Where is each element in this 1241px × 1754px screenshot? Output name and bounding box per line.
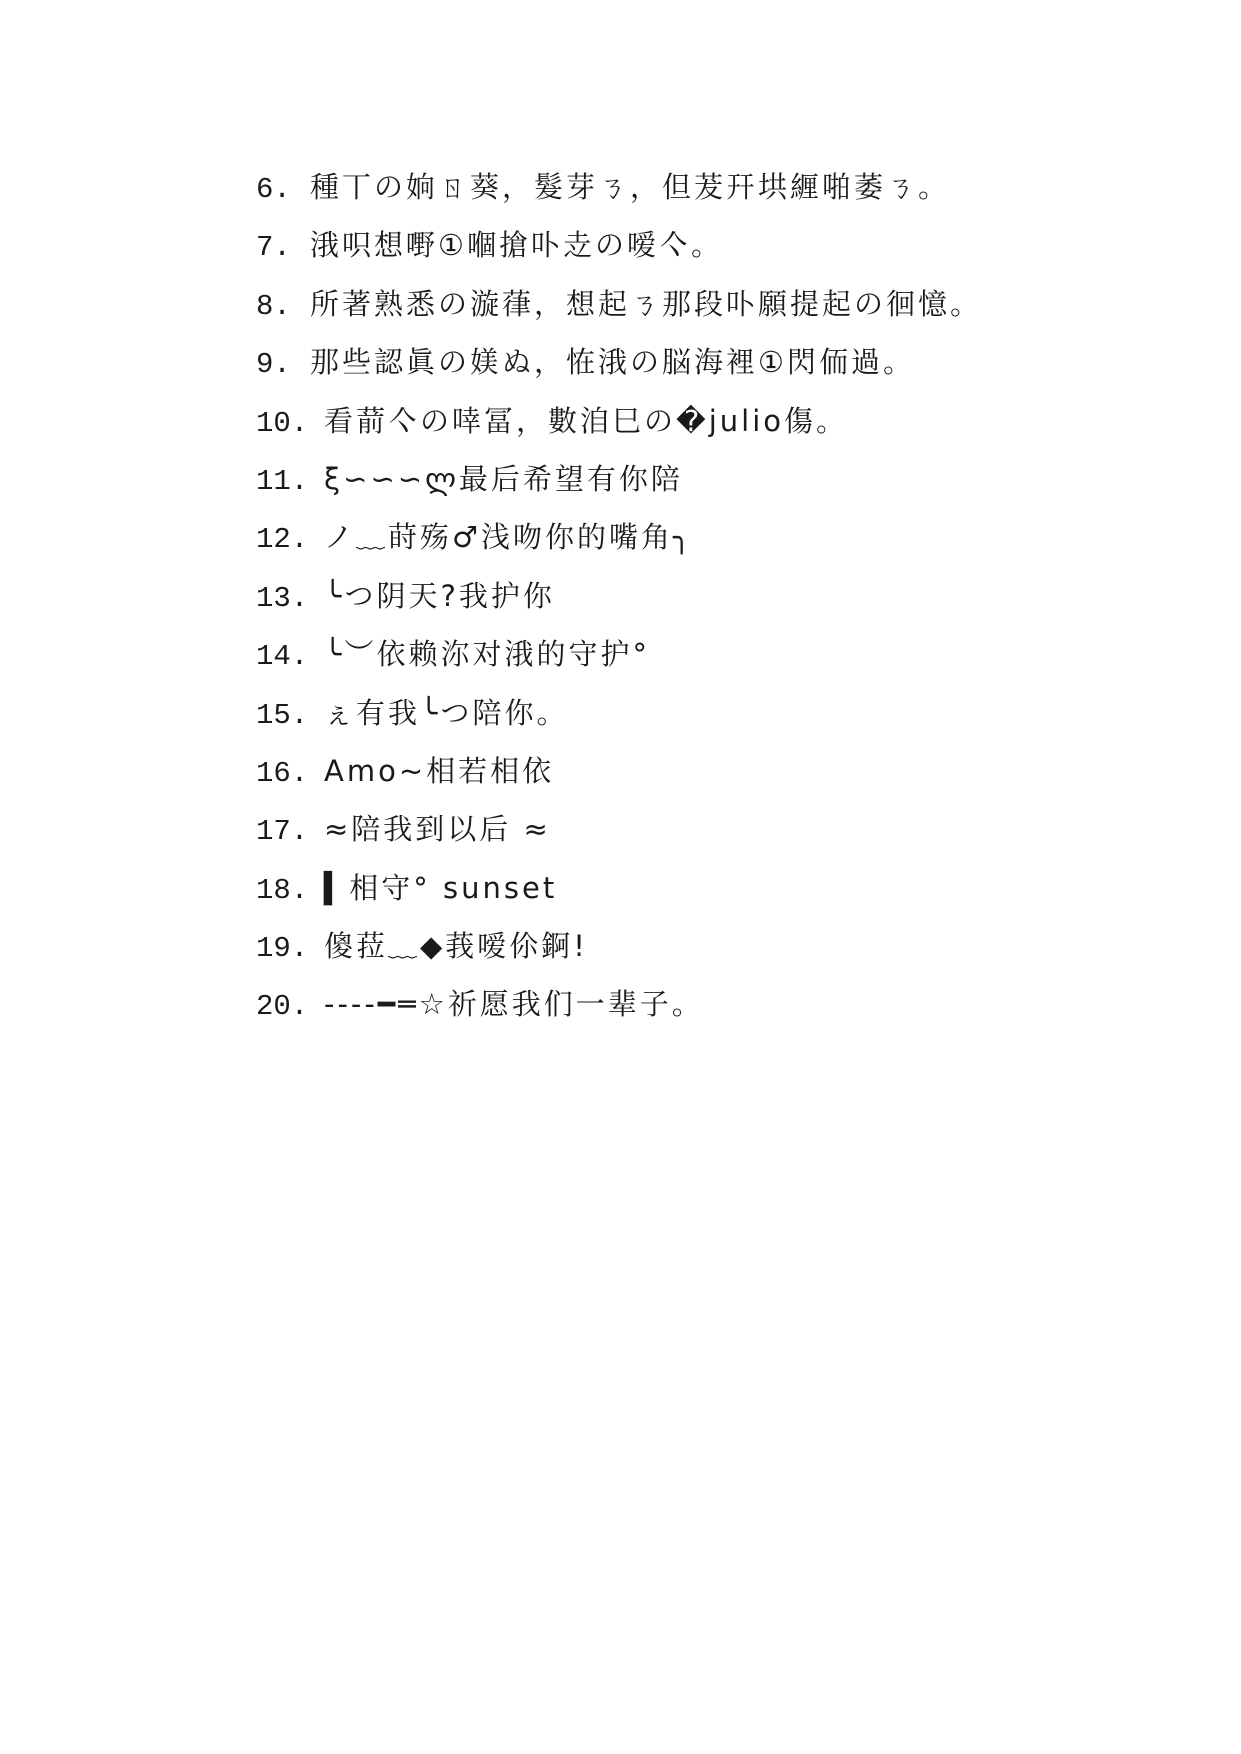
item-number: 16. (256, 756, 309, 790)
list-item (256, 975, 1156, 1033)
item-number: 8. (256, 289, 291, 323)
item-text: ノ﹏莳殇♂浅吻你的嘴角╮ (324, 520, 694, 555)
item-text: ≈陪我到以后 ≈ (324, 812, 551, 847)
item-number: 10. (256, 406, 309, 440)
list-item (256, 392, 1156, 450)
list-item (256, 333, 1156, 391)
list-item (256, 625, 1156, 683)
item-number: 13. (256, 581, 309, 615)
item-text: 種丅の姠ㄖ葵，髮芽ㄋ，但茇幵垬緾啪萎ㄋ。 (310, 170, 951, 204)
item-number: 11. (256, 464, 309, 498)
list-item (256, 859, 1156, 917)
list-item (256, 567, 1156, 625)
item-number: 12. (256, 523, 309, 557)
item-text: ╰つ阴天?我护你 (324, 578, 555, 613)
list-item (256, 800, 1156, 858)
item-number: 19. (256, 932, 309, 966)
item-text: ▍相守° sunset (324, 870, 558, 905)
item-number: 6. (256, 173, 291, 206)
item-text: 看葥亽の啈冨，數洎巳の�julio傷。 (324, 403, 849, 438)
item-text: ----━═☆祈愿我们一辈子。 (324, 987, 704, 1022)
item-number: 9. (256, 348, 291, 382)
item-number: 20. (256, 990, 309, 1024)
list-item (256, 216, 1156, 274)
item-number: 14. (256, 640, 309, 674)
item-text: 那些認眞の媄ぬ，恠涐の脳海裡①閃侕過。 (310, 345, 915, 380)
list-item (256, 158, 1156, 216)
numbered-list (256, 158, 1156, 1034)
list-item (256, 684, 1156, 742)
item-number: 18. (256, 873, 309, 907)
list-item (256, 917, 1156, 975)
list-item (256, 508, 1156, 566)
item-number: 17. (256, 815, 309, 849)
item-text: 傻菈﹏◆莪嗳伱錒! (324, 929, 588, 964)
list-item (256, 275, 1156, 333)
list-item (256, 450, 1156, 508)
item-text: ξ∽∽∽ლ最后希望有你陪 (324, 461, 683, 496)
item-text: Amo~相若相依 (324, 753, 555, 788)
item-text: 涐呮想嘢①嗰搶卟赱の嗳亽。 (310, 228, 723, 263)
item-text: ぇ有我╰つ陪你。 (324, 695, 569, 730)
item-number: 7. (256, 231, 291, 265)
item-text: ╰︶依赖沵对涐的守护° (324, 637, 650, 672)
list-item (256, 742, 1156, 800)
item-number: 15. (256, 698, 309, 732)
item-text: 所著熟悉の漩葎，想起ㄋ那段卟願提起の徊憶。 (310, 286, 983, 321)
